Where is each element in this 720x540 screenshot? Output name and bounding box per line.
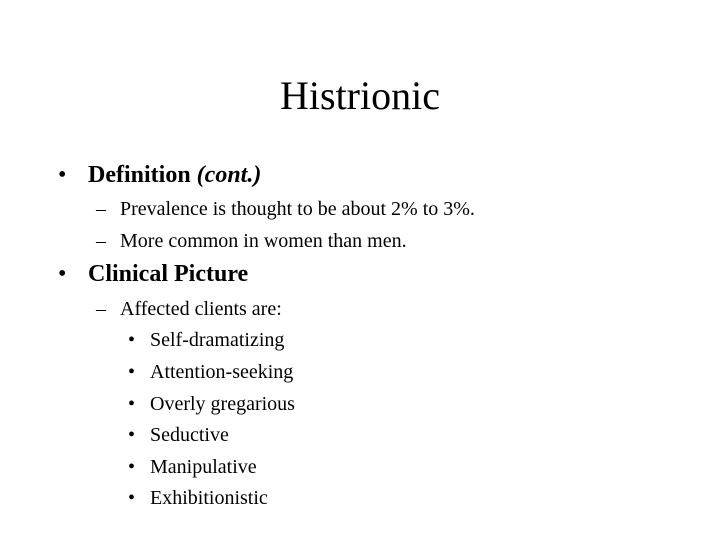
clinical-picture-subheading-text: Affected clients are: <box>120 298 282 320</box>
bullet: • <box>128 329 136 351</box>
bullet: • <box>128 393 136 415</box>
bullet: • <box>58 261 67 287</box>
dash: – <box>96 298 106 320</box>
definition-label: Definition <box>88 162 191 188</box>
trait-item <box>128 391 295 417</box>
definition-item-text: Prevalence is thought to be about 2% to 3%. <box>120 198 475 220</box>
trait-item-text: Manipulative <box>150 456 257 478</box>
bullet: • <box>128 424 136 446</box>
trait-item-text: Attention-seeking <box>150 361 294 383</box>
clinical-picture-subheading <box>96 296 282 322</box>
definition-cont-label: (cont.) <box>196 162 262 188</box>
trait-item <box>128 454 257 480</box>
bullet: • <box>128 361 136 383</box>
slide-title: Histrionic <box>280 73 440 118</box>
section-definition-heading <box>58 160 261 190</box>
trait-item-text: Self-dramatizing <box>150 329 285 351</box>
trait-item-text: Overly gregarious <box>150 393 295 415</box>
clinical-picture-label: Clinical Picture <box>88 261 249 287</box>
trait-item-text: Exhibitionistic <box>150 487 268 509</box>
definition-item <box>96 228 407 254</box>
bullet: • <box>128 487 136 509</box>
section-clinical-picture-heading <box>58 259 248 289</box>
trait-item <box>128 485 268 511</box>
bullet: • <box>128 456 136 478</box>
dash: – <box>96 230 106 252</box>
definition-item <box>96 196 475 222</box>
trait-item <box>128 359 293 385</box>
definition-item-text: More common in women than men. <box>120 230 407 252</box>
trait-item <box>128 327 284 353</box>
bullet: • <box>58 162 67 188</box>
dash: – <box>96 198 106 220</box>
trait-item <box>128 422 229 448</box>
trait-item-text: Seductive <box>150 424 229 446</box>
